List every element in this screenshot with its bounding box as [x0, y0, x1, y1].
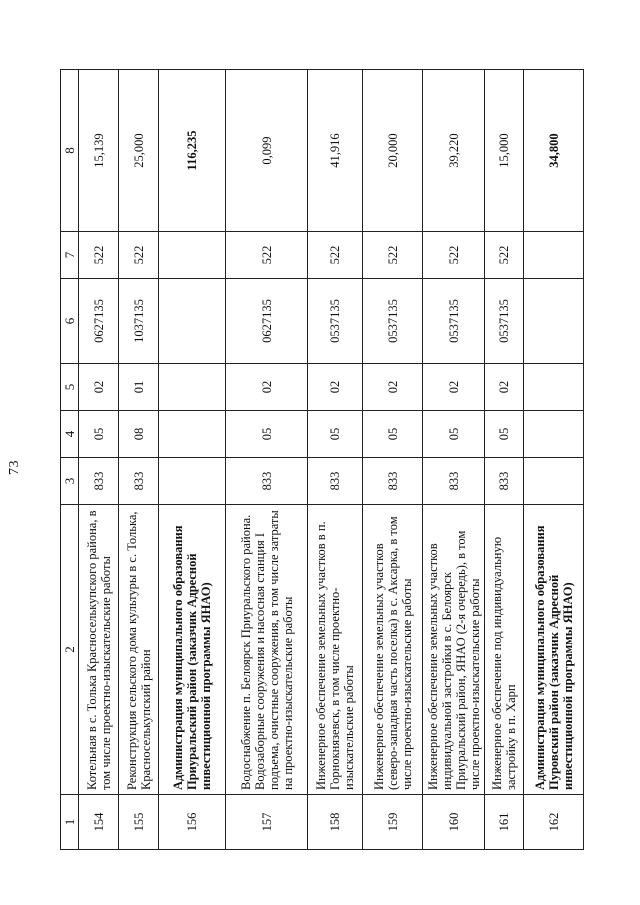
row-amount: 0,099: [226, 70, 308, 232]
table-row: [159, 70, 226, 850]
row-type-code: 522: [119, 232, 159, 279]
row-amount: 41,916: [308, 70, 363, 232]
row-code: 833: [79, 458, 119, 505]
table-row: [79, 70, 119, 850]
column-header-1: 1: [61, 795, 79, 850]
row-target-code: 0537135: [423, 279, 485, 364]
row-code: 833: [119, 458, 159, 505]
row-amount: 116,235: [159, 70, 226, 232]
table-row: [363, 70, 423, 850]
table-row: [226, 70, 308, 850]
row-section: [159, 411, 226, 458]
row-section: [524, 411, 584, 458]
row-type-code: 522: [485, 232, 524, 279]
column-header-3: 3: [61, 458, 79, 505]
table-row: [423, 70, 485, 850]
row-amount: 15,000: [485, 70, 524, 232]
table-row: [485, 70, 524, 850]
row-amount: 20,000: [363, 70, 423, 232]
row-name: Администрация муниципального образования Приуральский район (заказчик Адресной инвестиционной программы ЯНАО): [159, 505, 226, 795]
row-number: 161: [485, 795, 524, 850]
row-name: Администрация муниципального образования Пуровский район (заказчик Адресной инвестиционной программы ЯНАО): [524, 505, 584, 795]
row-section: 05: [423, 411, 485, 458]
row-name: Инженерное обеспечение земельных участков (северо-западная часть поселка) в с. Аксарка, в том числе проектно-изыскательские работы: [363, 505, 423, 795]
row-subsection: 02: [363, 364, 423, 411]
row-subsection: [524, 364, 584, 411]
row-type-code: 522: [363, 232, 423, 279]
row-target-code: 0537135: [308, 279, 363, 364]
row-amount: 15,139: [79, 70, 119, 232]
header-row: [61, 70, 79, 850]
row-amount: 34,800: [524, 70, 584, 232]
column-header-5: 5: [61, 364, 79, 411]
row-code: 833: [308, 458, 363, 505]
table-body: [61, 70, 584, 850]
row-number: 157: [226, 795, 308, 850]
row-section: 05: [485, 411, 524, 458]
row-section: 05: [308, 411, 363, 458]
row-type-code: [159, 232, 226, 279]
row-name: Инженерное обеспечение под индивидуальную застройку в п. Харп: [485, 505, 524, 795]
column-header-6: 6: [61, 279, 79, 364]
row-number: 159: [363, 795, 423, 850]
row-target-code: 0537135: [485, 279, 524, 364]
row-code: 833: [363, 458, 423, 505]
row-section: 05: [363, 411, 423, 458]
row-number: 158: [308, 795, 363, 850]
row-amount: 25,000: [119, 70, 159, 232]
row-target-code: [159, 279, 226, 364]
row-subsection: 02: [79, 364, 119, 411]
row-target-code: 1037135: [119, 279, 159, 364]
row-subsection: 01: [119, 364, 159, 411]
row-type-code: 522: [423, 232, 485, 279]
row-name: Котельная в с. Толька Красноселькупского района, в том числе проектно-изыскательские работы: [79, 505, 119, 795]
row-code: 833: [485, 458, 524, 505]
row-type-code: 522: [79, 232, 119, 279]
row-target-code: [524, 279, 584, 364]
row-code: [524, 458, 584, 505]
row-number: 162: [524, 795, 584, 850]
row-code: [159, 458, 226, 505]
row-section: 05: [79, 411, 119, 458]
column-header-8: 8: [61, 70, 79, 232]
row-code: 833: [423, 458, 485, 505]
row-name: Водоснабжение п. Белоярск Приуральского района. Водозаборные сооружения и насосная станция I подъема, очистные сооружения, в том числе затраты на проектно-изыскательские работы: [226, 505, 308, 795]
row-subsection: 02: [226, 364, 308, 411]
column-header-4: 4: [61, 411, 79, 458]
row-section: 05: [226, 411, 308, 458]
row-subsection: 02: [423, 364, 485, 411]
row-name: Инженерное обеспечение земельных участков индивидуальной застройки в с. Белоярск Приуральский район, ЯНАО (2-я очередь), в том числе проектно-изыскательские работы: [423, 505, 485, 795]
row-target-code: 0627135: [79, 279, 119, 364]
row-number: 154: [79, 795, 119, 850]
column-header-2: 2: [61, 505, 79, 795]
table-row: [119, 70, 159, 850]
row-name: Реконструкция сельского дома культуры в с. Толька, Красноселькупский район: [119, 505, 159, 795]
row-type-code: 522: [226, 232, 308, 279]
row-subsection: [159, 364, 226, 411]
budget-table: [60, 69, 584, 850]
row-type-code: 522: [308, 232, 363, 279]
row-target-code: 0627135: [226, 279, 308, 364]
table-row: [308, 70, 363, 850]
row-type-code: [524, 232, 584, 279]
table-row: [524, 70, 584, 850]
row-target-code: 0537135: [363, 279, 423, 364]
row-section: 08: [119, 411, 159, 458]
row-number: 156: [159, 795, 226, 850]
page-number: 73: [7, 460, 22, 475]
row-number: 155: [119, 795, 159, 850]
row-code: 833: [226, 458, 308, 505]
row-amount: 39,220: [423, 70, 485, 232]
row-subsection: 02: [485, 364, 524, 411]
row-number: 160: [423, 795, 485, 850]
row-subsection: 02: [308, 364, 363, 411]
column-header-7: 7: [61, 232, 79, 279]
row-name: Инженерное обеспечение земельных участков в п. Горнокнязевск, в том числе проектно-изыскательские работы: [308, 505, 363, 795]
